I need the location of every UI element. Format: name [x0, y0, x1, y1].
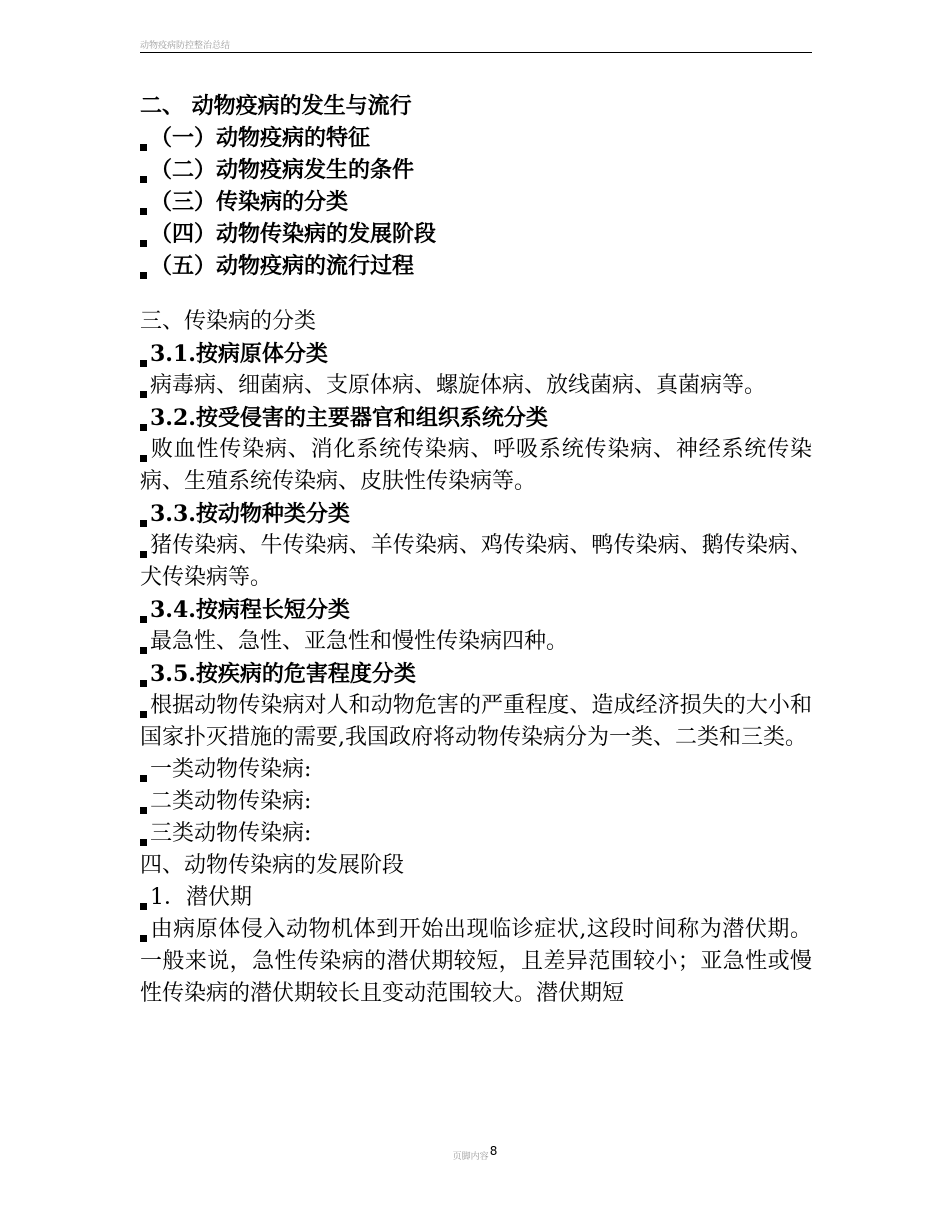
- bullet-square-icon: [140, 711, 147, 718]
- bullet-square-icon: [140, 775, 147, 782]
- bullet-square-icon: [140, 424, 147, 431]
- subsection-text-3-4: [140, 626, 812, 658]
- class-1-text: 一类动物传染病:: [150, 757, 312, 782]
- subsection-heading-text: 3.1.按病原体分类: [150, 341, 328, 367]
- subsection-heading-text: 3.2.按受侵害的主要器官和组织系统分类: [150, 405, 548, 431]
- subsection-heading-3-5: [140, 658, 812, 690]
- spacer: [140, 282, 812, 306]
- outline-item-4: [140, 218, 812, 250]
- bullet-square-icon: [140, 391, 147, 398]
- outline-item-1: [140, 122, 812, 154]
- bullet-square-icon: [140, 272, 147, 279]
- paragraph-text: 由病原体侵入动物机体到开始出现临诊症状,这段时间称为潜伏期。一般来说，急性传染病的潜伏期较短，且差异范围较小；亚急性或慢性传染病的潜伏期较长且变动范围较大。潜伏期短: [140, 917, 812, 1006]
- class-3-line: [140, 818, 812, 850]
- class-3-text: 三类动物传染病:: [150, 821, 312, 846]
- class-2-text: 二类动物传染病:: [150, 789, 312, 814]
- subsection-heading-3-1: [140, 338, 812, 370]
- bullet-square-icon: [140, 616, 147, 623]
- outline-item-text: （二）动物疫病发生的条件: [150, 157, 415, 183]
- outline-item-text: （三）传染病的分类: [150, 189, 349, 215]
- footer-label: 页脚内容: [452, 1152, 489, 1162]
- bullet-square-icon: [140, 839, 147, 846]
- bullet-square-icon: [140, 680, 147, 687]
- class-1-line: [140, 754, 812, 786]
- paragraph-text: 根据动物传染病对人和动物危害的严重程度、造成经济损失的大小和国家扑灭措施的需要,我国政府将动物传染病分为一类、二类和三类。: [140, 693, 812, 750]
- bullet-square-icon: [140, 551, 147, 558]
- header-rule: [140, 52, 812, 53]
- stage-1-heading-text: 1．潜伏期: [150, 885, 252, 910]
- subsection-heading-text: 3.3.按动物种类分类: [150, 501, 350, 527]
- bullet-square-icon: [140, 935, 147, 942]
- subsection-text-3-5: [140, 690, 812, 754]
- outline-item-text: （四）动物传染病的发展阶段: [150, 221, 437, 247]
- subsection-heading-3-3: [140, 498, 812, 530]
- class-2-line: [140, 786, 812, 818]
- outline-item-text: （五）动物疫病的流行过程: [150, 253, 415, 279]
- subsection-heading-3-4: [140, 594, 812, 626]
- page-footer: [0, 1144, 950, 1163]
- bullet-square-icon: [140, 208, 147, 215]
- bullet-square-icon: [140, 176, 147, 183]
- bullet-square-icon: [140, 647, 147, 654]
- section-4-title: 四、动物传染病的发展阶段: [140, 853, 405, 878]
- document-body: [140, 90, 812, 1010]
- outline-item-3: [140, 186, 812, 218]
- bullet-square-icon: [140, 903, 147, 910]
- page-number: 8: [489, 1144, 498, 1158]
- bullet-square-icon: [140, 455, 147, 462]
- paragraph-text: 猪传染病、牛传染病、羊传染病、鸡传染病、鸭传染病、鹅传染病、犬传染病等。: [140, 533, 812, 590]
- subsection-heading-text: 3.5.按疾病的危害程度分类: [150, 661, 416, 687]
- subsection-heading-text: 3.4.按病程长短分类: [150, 597, 350, 623]
- outline-item-5: [140, 250, 812, 282]
- bullet-square-icon: [140, 360, 147, 367]
- outline-item-2: [140, 154, 812, 186]
- subsection-text-3-2: [140, 434, 812, 498]
- bullet-square-icon: [140, 144, 147, 151]
- outline-item-text: （一）动物疫病的特征: [150, 125, 371, 151]
- bullet-square-icon: [140, 807, 147, 814]
- paragraph-text: 病毒病、细菌病、支原体病、螺旋体病、放线菌病、真菌病等。: [150, 373, 767, 398]
- subsection-heading-3-2: [140, 402, 812, 434]
- subsection-text-3-1: [140, 370, 812, 402]
- stage-1-heading: [140, 882, 812, 914]
- section-2-title: 二、 动物疫病的发生与流行: [140, 93, 412, 119]
- bullet-square-icon: [140, 240, 147, 247]
- subsection-text-3-3: [140, 530, 812, 594]
- page-header: 动物疫病防控整治总结: [140, 41, 231, 51]
- bullet-square-icon: [140, 520, 147, 527]
- paragraph-text: 败血性传染病、消化系统传染病、呼吸系统传染病、神经系统传染病、生殖系统传染病、皮肤性传染病等。: [140, 437, 812, 494]
- paragraph-text: 最急性、急性、亚急性和慢性传染病四种。: [150, 629, 569, 654]
- section-3-title: 三、传染病的分类: [140, 309, 317, 334]
- stage-1-text: [140, 914, 812, 1010]
